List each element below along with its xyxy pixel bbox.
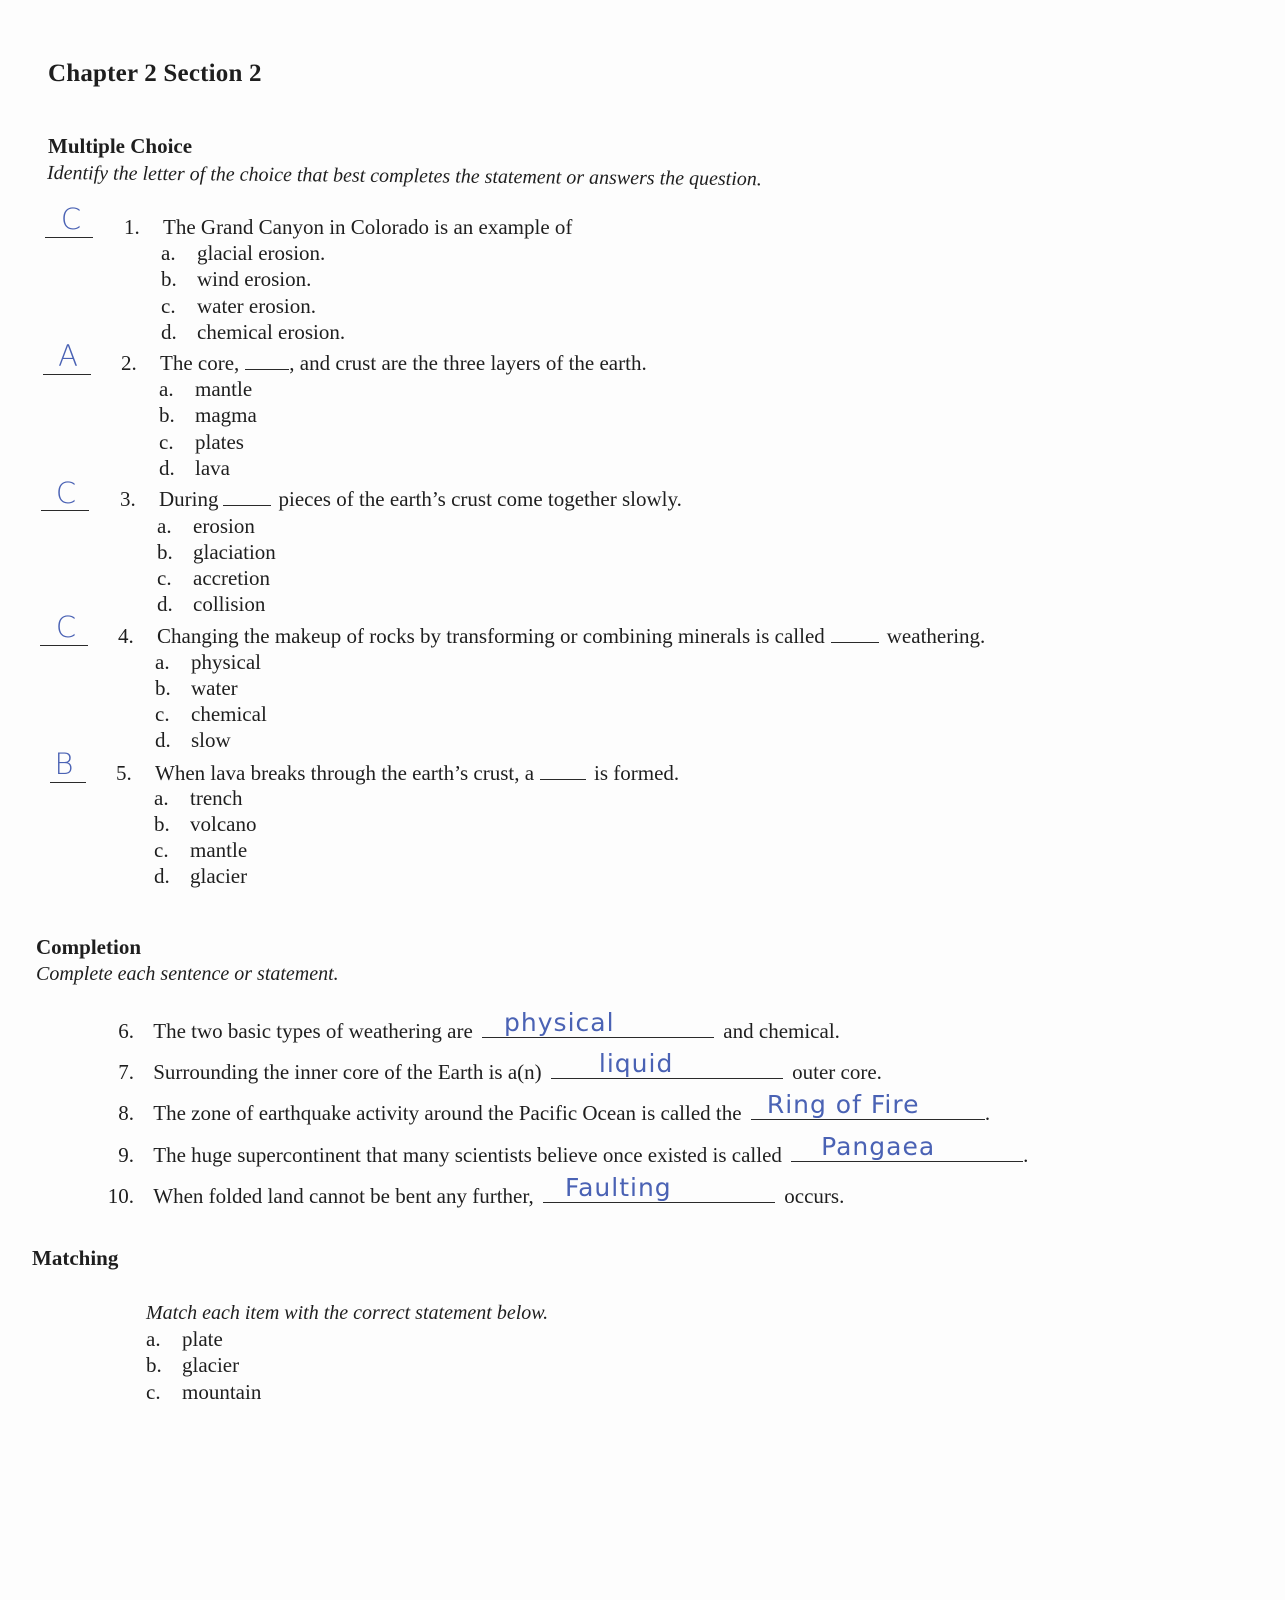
multiple-choice-heading: Multiple Choice [48,134,193,158]
handwritten-answer[interactable]: A [58,339,78,373]
question-text: When lava breaks through the earth’s crust, a [155,761,535,785]
completion-item-8: 8. The zone of earthquake activity around the Pacific Ocean is called the Ring of Fire . [118,1090,991,1125]
option: c. plates [159,430,244,454]
option: c. chemical [155,702,267,726]
option: b. glaciation [157,540,276,564]
handwritten-answer[interactable]: C [55,610,77,644]
answer-blank[interactable] [751,1090,985,1120]
option: b. water [155,676,238,700]
handwritten-answer: Ring of Fire [766,1090,920,1119]
question-number: 5. [116,761,132,785]
blank-line [540,761,586,780]
answer-blank[interactable] [551,1049,783,1079]
answer-blank[interactable] [543,1173,775,1203]
answer-line [45,237,93,238]
answer-line [43,374,91,375]
option: a. glacial erosion. [161,241,326,265]
question-number: 2. [121,351,137,375]
option: a. physical [155,650,261,674]
page-title: Chapter 2 Section 2 [48,60,262,87]
completion-item-6: 6. The two basic types of weathering are physical and chemical. [118,1008,840,1043]
blank-line [831,624,879,643]
question-text: The Grand Canyon in Colorado is an example of [163,215,573,239]
option: d. lava [159,456,230,480]
handwritten-answer[interactable]: C [60,202,82,236]
matching-item: c. mountain [146,1380,262,1404]
question-text: During [159,487,219,511]
option: b. magma [159,403,257,427]
matching-instructions: Match each item with the correct statement below. [146,1302,549,1324]
completion-item-9: 9. The huge supercontinent that many scientists believe once existed is called Pangaea . [118,1132,1029,1167]
completion-item-7: 7. Surrounding the inner core of the Earth is a(n) liquid outer core. [118,1049,882,1084]
matching-item: a. plate [146,1327,223,1351]
answer-blank[interactable] [791,1132,1023,1162]
question-number: 1. [124,215,140,239]
multiple-choice-instructions: Identify the letter of the choice that best completes the statement or answers the question. [46,162,762,191]
option: a. mantle [159,377,253,401]
completion-item-10: 10. When folded land cannot be bent any further, Faulting occurs. [107,1173,845,1208]
completion-instructions: Complete each sentence or statement. [36,963,339,985]
blank-line [245,351,289,370]
option: c. accretion [157,566,270,590]
answer-line [40,645,88,646]
handwritten-answer[interactable]: B [54,747,74,781]
option: d. slow [155,728,231,752]
handwritten-answer: Pangaea [821,1132,936,1161]
option: d. chemical erosion. [161,320,346,344]
answer-line [41,510,89,511]
option: d. glacier [154,864,248,888]
handwritten-answer: liquid [598,1049,674,1078]
option: a. trench [154,786,243,810]
question-number: 3. [120,487,136,511]
completion-heading: Completion [36,935,141,959]
option: c. mantle [154,838,248,862]
option: a. erosion [157,514,255,538]
question-text: The core, [160,351,240,375]
option: b. wind erosion. [161,267,312,291]
answer-line [50,782,86,783]
question-number: 4. [118,624,134,648]
answer-blank[interactable] [482,1008,714,1038]
matching-heading: Matching [32,1246,119,1270]
handwritten-answer: physical [504,1008,615,1037]
option: b. volcano [154,812,257,836]
option: d. collision [157,592,266,616]
question-text: Changing the makeup of rocks by transforming or combining minerals is called [157,624,825,648]
matching-item: b. glacier [146,1353,240,1377]
handwritten-answer: Faulting [565,1173,672,1202]
blank-line [223,487,271,506]
handwritten-answer[interactable]: C [55,476,77,510]
option: c. water erosion. [161,294,316,318]
